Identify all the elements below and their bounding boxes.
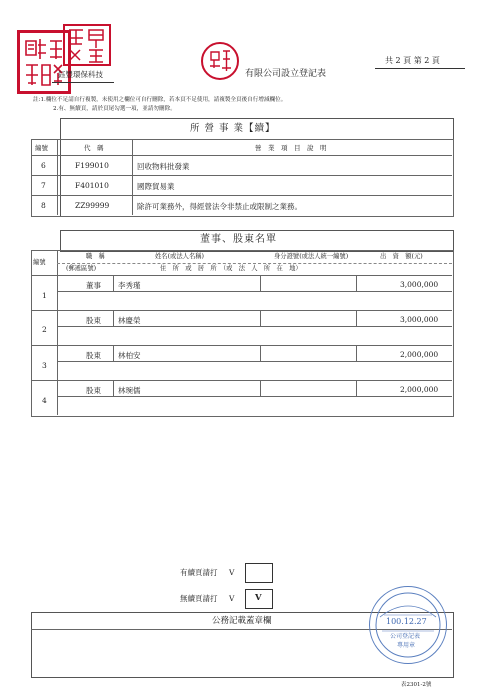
directors-col-address: 住 所 或 居 所 （或 法 人 所 在 地）	[160, 265, 302, 272]
director-name: 林慶榮	[118, 316, 141, 325]
note-line-2: 2.有、無續頁，請於頁尾勾選一項，並請勿刪除。	[53, 106, 176, 112]
directors-section-title: 董事、股東名單	[200, 234, 277, 245]
company-name: 鈺豐環保科技	[58, 70, 103, 79]
business-row-code: ZZ99999	[75, 201, 110, 210]
director-no: 3	[42, 361, 47, 370]
directors-col-title: 職 稱	[86, 253, 105, 260]
business-row-no: 7	[41, 181, 46, 190]
directors-col-postal: (郵遞區號)	[66, 265, 97, 272]
business-col-no: 編號	[35, 144, 48, 152]
business-row-no: 8	[41, 201, 46, 210]
business-row-desc: 回收物料批發業	[137, 162, 190, 171]
stamp-line-1: 公司登記表	[390, 633, 421, 640]
representative-seal	[201, 42, 239, 80]
business-col-desc: 營 業 項 目 說 明	[255, 144, 327, 152]
no-continuation-check: V	[229, 594, 235, 603]
director-title: 董事	[86, 281, 101, 290]
registration-stamp	[369, 586, 447, 664]
page-info: 共 2 頁 第 2 頁	[385, 56, 440, 65]
director-title: 股東	[86, 316, 101, 325]
has-continuation-check: V	[229, 568, 235, 577]
business-col-code: 代 碼	[84, 144, 104, 152]
director-no: 4	[42, 396, 47, 405]
stamp-date: 100.12.27	[386, 617, 427, 626]
director-capital: 2,000,000	[400, 350, 439, 359]
business-section-title: 所 營 事 業【續】	[190, 123, 276, 134]
director-capital: 3,000,000	[400, 280, 439, 289]
business-row-code: F401010	[75, 181, 109, 190]
director-no: 2	[42, 325, 47, 334]
director-name: 李秀瑾	[118, 281, 141, 290]
form-title: 有限公司設立登記表	[245, 69, 327, 79]
director-name: 林柏安	[118, 351, 141, 360]
director-capital: 2,000,000	[400, 385, 439, 394]
has-continuation-checkbox[interactable]	[245, 563, 273, 583]
business-row-code: F199010	[75, 161, 109, 170]
directors-col-name: 姓名(或法人名稱)	[155, 253, 204, 260]
director-title: 股東	[86, 351, 101, 360]
no-continuation-checkmark: V	[255, 593, 262, 603]
form-code: 表2301-2號	[401, 682, 432, 688]
directors-col-capital: 出 資 額(元)	[380, 253, 423, 260]
no-continuation-label: 無續頁請打	[180, 594, 218, 603]
official-record-title: 公務記載蓋章欄	[212, 616, 272, 626]
director-capital: 3,000,000	[400, 315, 439, 324]
company-seal-secondary	[63, 24, 111, 66]
note-line-1: 註:1.欄位不足請自行複製，未使用之欄位可自行刪除，若本頁不足使用，請複製全頁後自行增減欄位。	[33, 97, 287, 103]
director-no: 1	[42, 291, 47, 300]
stamp-line-2: 專用章	[397, 642, 416, 649]
business-row-desc: 國際貿易業	[137, 182, 175, 191]
business-row-no: 6	[41, 161, 46, 170]
directors-col-no: 編號	[33, 259, 46, 266]
directors-col-id: 身分證號(或法人統一編號)	[274, 253, 349, 260]
business-row-desc: 除許可業務外，得經營法令非禁止或限制之業務。	[137, 202, 302, 211]
director-name: 林琬儒	[118, 386, 141, 395]
has-continuation-label: 有續頁請打	[180, 568, 218, 577]
director-title: 股東	[86, 386, 101, 395]
